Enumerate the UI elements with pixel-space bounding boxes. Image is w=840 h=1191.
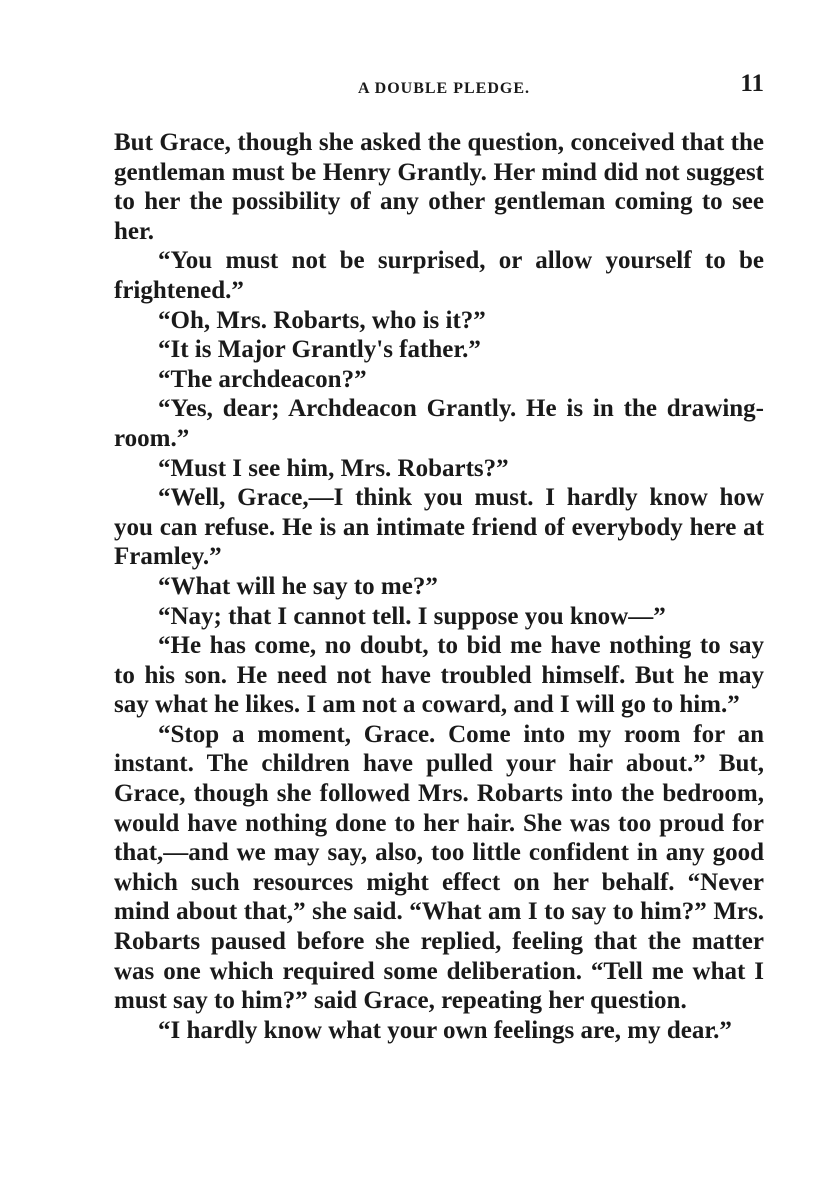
paragraph: “He has come, no doubt, to bid me have nothing to say to his son. He need not have troubled himself. But he may say what he likes. I am not a coward, and I will go to him.” <box>114 632 764 719</box>
paragraph: “You must not be surprised, or allow yourself to be frightened.” <box>114 247 764 304</box>
paragraph: “Well, Grace,—I think you must. I hardly know how you can refuse. He is an intimate friend of everybody here at Framley.” <box>114 484 764 571</box>
paragraph: “Yes, dear; Archdeacon Grantly. He is in the drawing-room.” <box>114 395 764 452</box>
paragraph: “Nay; that I cannot tell. I suppose you know—” <box>158 602 666 630</box>
paragraph: “It is Major Grantly's father.” <box>158 336 481 364</box>
body-text <box>114 128 764 1045</box>
paragraph: “What will he say to me?” <box>158 572 438 600</box>
paragraph: “I hardly know what your own feelings are, my dear.” <box>158 1016 732 1044</box>
book-page <box>114 70 764 1045</box>
running-head <box>114 70 764 110</box>
running-title: A DOUBLE PLEDGE. <box>357 80 531 97</box>
paragraph: “The archdeacon?” <box>158 365 367 393</box>
page-number: 11 <box>740 70 764 97</box>
paragraph: “Oh, Mrs. Robarts, who is it?” <box>158 306 486 334</box>
paragraph: “Must I see him, Mrs. Robarts?” <box>158 454 509 482</box>
paragraph: But Grace, though she asked the question, conceived that the gentleman must be Henry Grantly. Her mind did not suggest to her the possibility of any other gentleman coming to see her. <box>114 129 764 245</box>
paragraph: “Stop a moment, Grace. Come into my room for an instant. The children have pulled your hair about.” But, Grace, though she followed Mrs. Robarts into the bedroom, would have nothing done to her hair. She was too proud for that,—and we may say, also, too little confident in any good which such resources might effect on her behalf. “Never mind about that,” she said. “What am I to say to him?” Mrs. Robarts paused before she replied, feeling that the matter was one which required some deliberation. “Tell me what I must say to him?” said Grace, repeating her question. <box>114 720 764 1015</box>
